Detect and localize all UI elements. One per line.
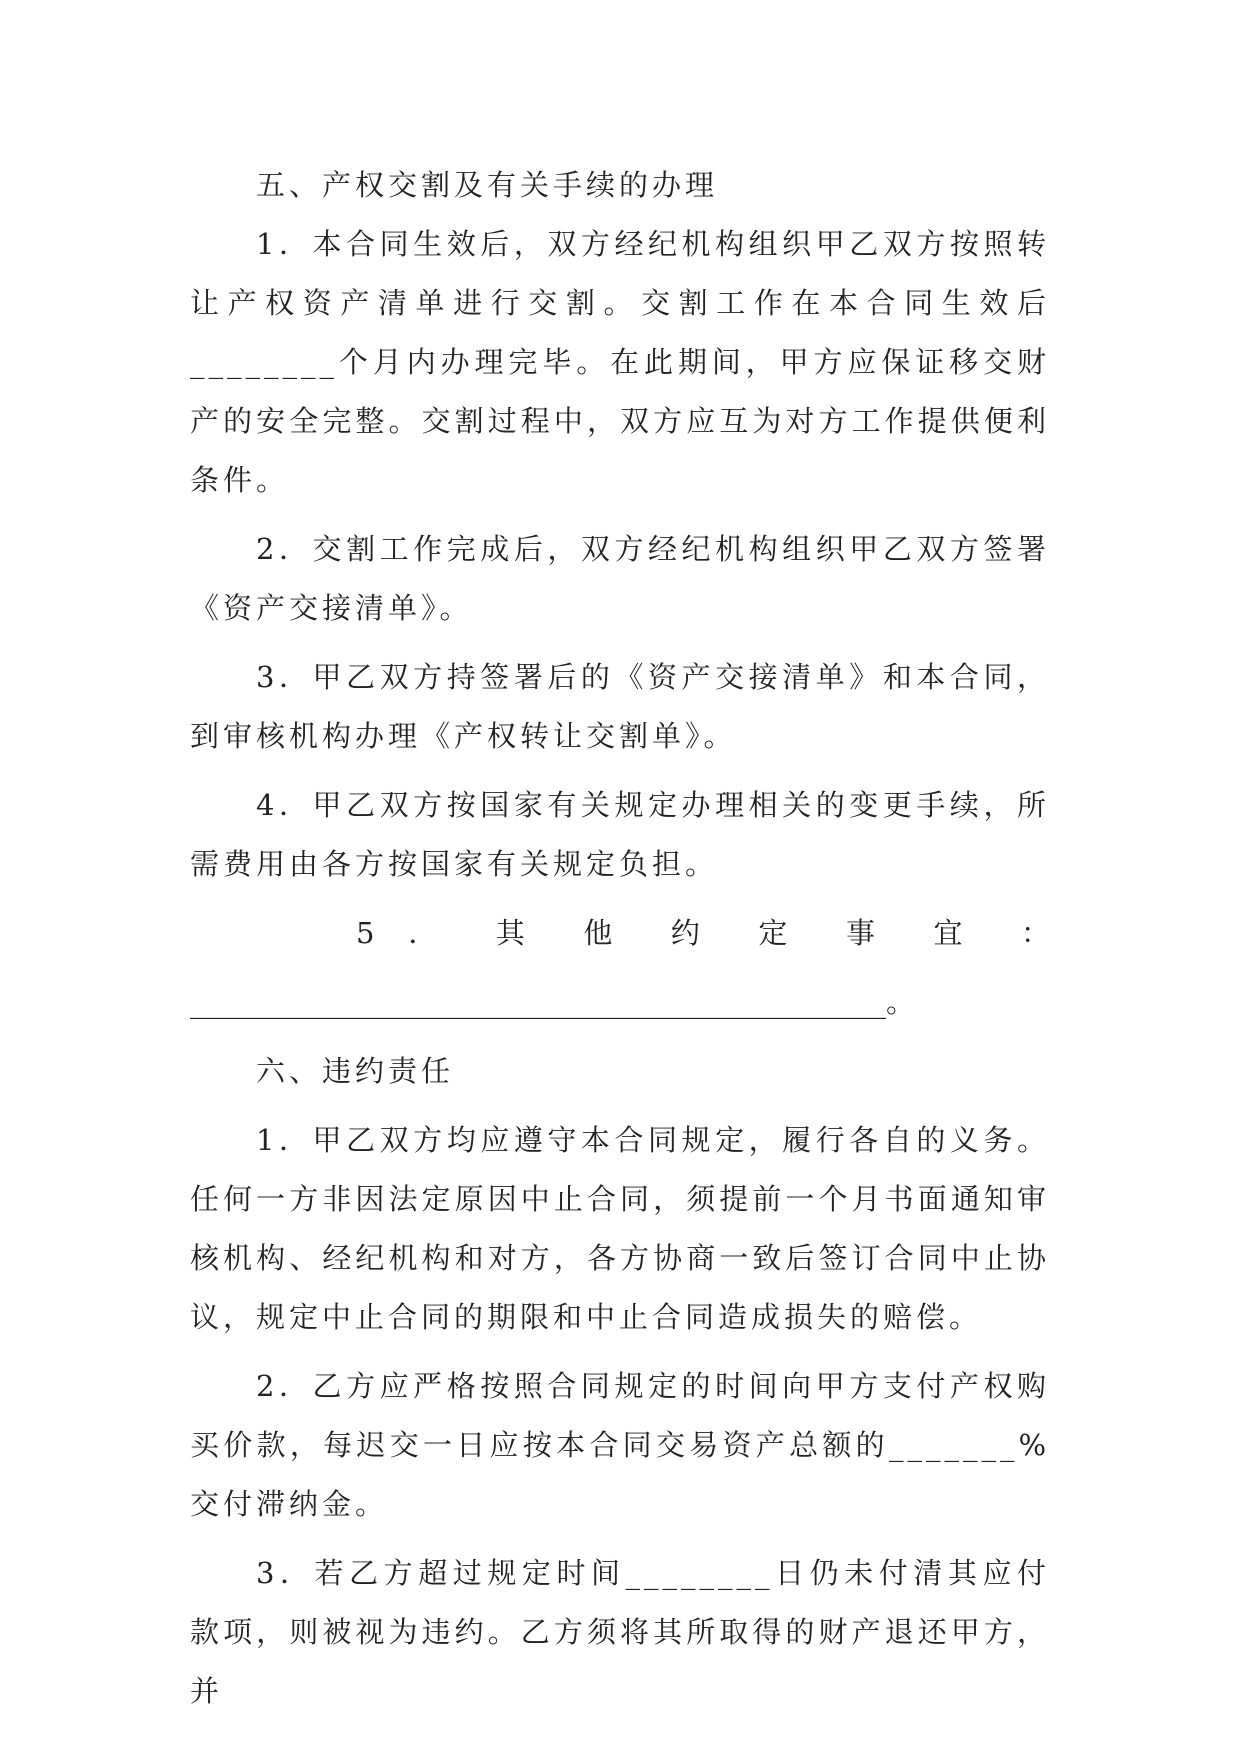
section-five-item-1: 1．本合同生效后，双方经纪机构组织甲乙双方按照转让产权资产清单进行交割。交割工作在本合同生效后________个月内办理完毕。在此期间，甲方应保证移交财产的安全完整。交割过程中，双方应互为对方工作提供便利条件。 — [190, 227, 1050, 497]
section-six-heading: 六、违约责任 — [256, 1054, 455, 1088]
section-five-item-2: 2．交割工作完成后，双方经纪机构组织甲乙双方签署《资产交接清单》。 — [190, 532, 1050, 625]
section-five-heading: 五、产权交割及有关手续的办理 — [256, 168, 719, 202]
document-body — [190, 156, 1050, 1721]
section-six-item-2: 2．乙方应严格按照合同规定的时间向甲方支付产权购买价款，每迟交一日应按本合同交易资产总额的_______%交付滞纳金。 — [190, 1369, 1050, 1521]
section-five-item-5-label: 5 ． 其 他 约 定 事 宜 ： — [356, 916, 1050, 950]
section-five-item-4: 4．甲乙双方按国家有关规定办理相关的变更手续，所需费用由各方按国家有关规定负担。 — [190, 788, 1050, 881]
section-five-item-5-blank: ________________________________________________。 — [190, 985, 916, 1019]
section-six-item-3: 3．若乙方超过规定时间________日仍未付清其应付款项，则被视为违约。乙方须将其所取得的财产退还甲方，并 — [190, 1556, 1050, 1708]
section-five-item-3: 3．甲乙双方持签署后的《资产交接清单》和本合同，到审核机构办理《产权转让交割单》。 — [190, 660, 1050, 753]
section-six-item-1: 1．甲乙双方均应遵守本合同规定，履行各自的义务。任何一方非因法定原因中止合同，须提前一个月书面通知审核机构、经纪机构和对方，各方协商一致后签订合同中止协议，规定中止合同的期限和中止合同造成损失的赔偿。 — [190, 1123, 1050, 1334]
